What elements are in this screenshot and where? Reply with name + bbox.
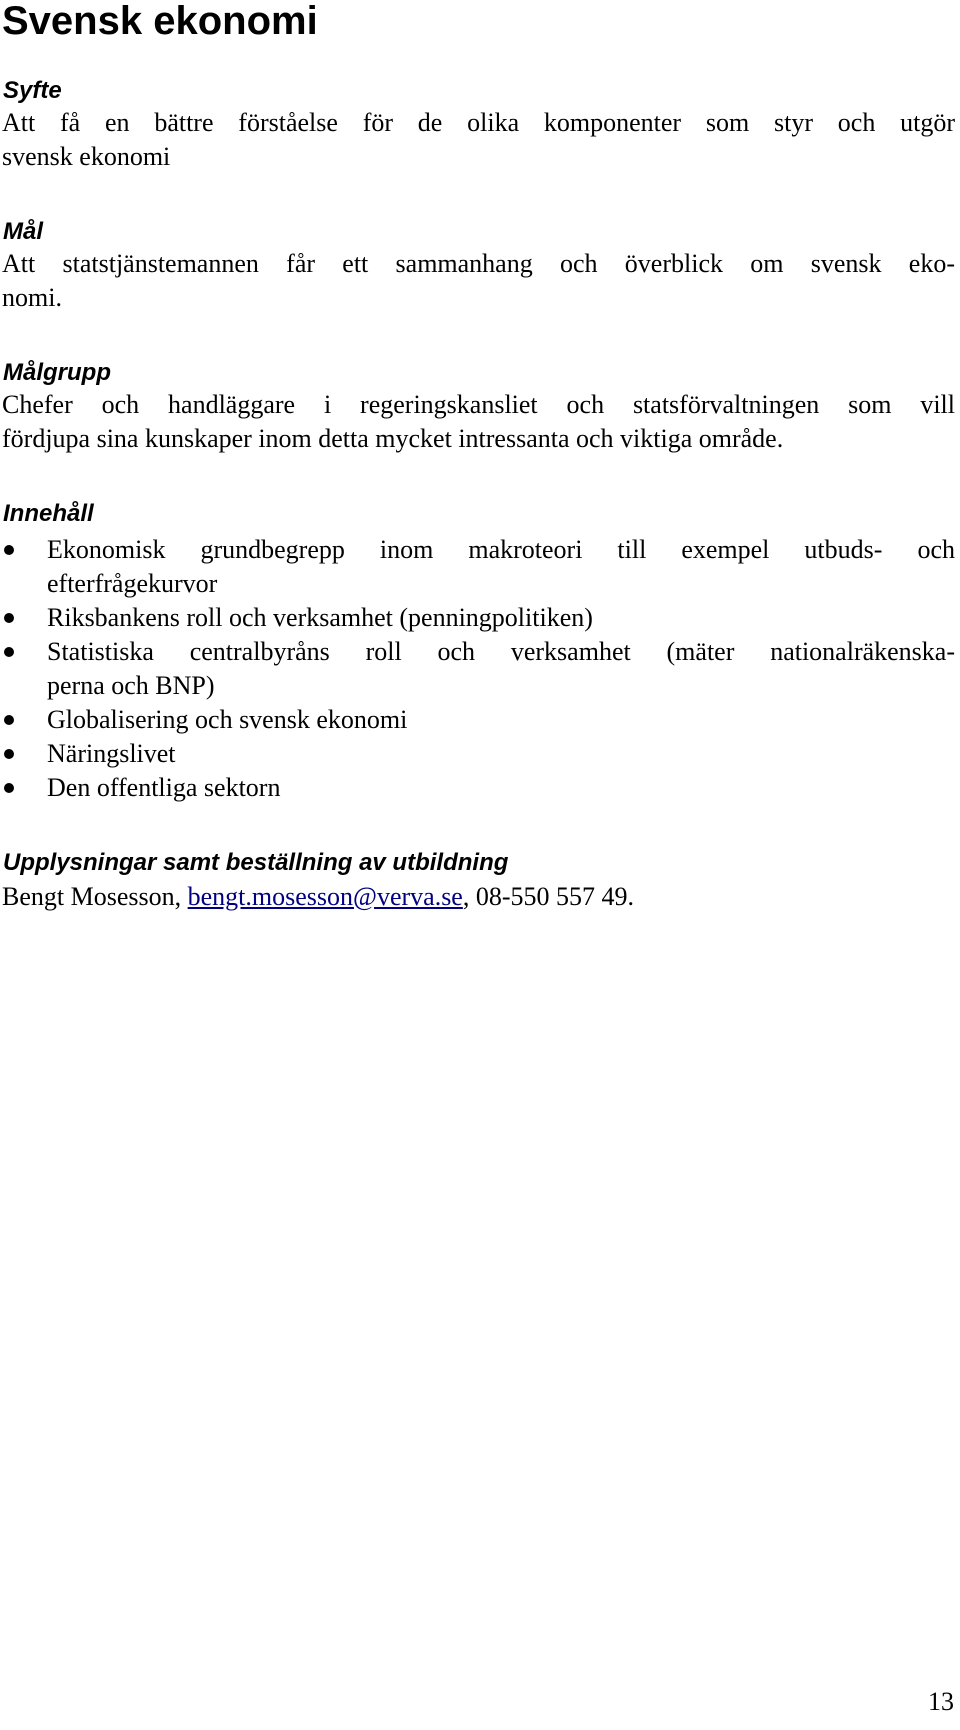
mal-text-line-1: Att statstjänstemannen får ett sammanhang och överblick om svensk eko- bbox=[2, 249, 955, 278]
malgrupp-text-line-1: Chefer och handläggare i regeringskansliet och statsförvaltningen som vill bbox=[2, 390, 955, 419]
list-item bbox=[0, 737, 960, 771]
section-heading-upplysningar: Upplysningar samt beställning av utbildning bbox=[3, 849, 509, 876]
list-item bbox=[0, 703, 960, 737]
list-item-text: Globalisering och svensk ekonomi bbox=[47, 705, 408, 734]
bullet-icon bbox=[4, 545, 14, 555]
list-item bbox=[0, 771, 960, 805]
page-number: 13 bbox=[928, 1687, 954, 1716]
syfte-text-line-2: svensk ekonomi bbox=[2, 142, 171, 171]
bullet-icon bbox=[4, 613, 14, 623]
page-title: Svensk ekonomi bbox=[2, 0, 318, 43]
list-item-text: Riksbankens roll och verksamhet (penningpolitiken) bbox=[47, 603, 593, 632]
syfte-text-line-1: Att få en bättre förståelse för de olika komponenter som styr och utgör bbox=[2, 108, 955, 137]
contact-line bbox=[2, 880, 634, 914]
list-item-text: Näringslivet bbox=[47, 739, 176, 768]
list-item bbox=[0, 533, 960, 567]
list-item-text-continued: perna och BNP) bbox=[47, 671, 215, 700]
bullet-icon bbox=[4, 715, 14, 725]
list-item bbox=[0, 601, 960, 635]
section-heading-innehall: Innehåll bbox=[3, 500, 94, 527]
section-heading-syfte: Syfte bbox=[3, 77, 62, 104]
list-item-text: Den offentliga sektorn bbox=[47, 773, 281, 802]
list-item-text: Statistiska centralbyråns roll och verksamhet (mäter nationalräkenska- bbox=[47, 637, 955, 666]
list-item-text: Ekonomisk grundbegrepp inom makroteori till exempel utbuds- och bbox=[47, 535, 955, 564]
bullet-icon bbox=[4, 647, 14, 657]
contact-name: Bengt Mosesson, bbox=[2, 882, 188, 911]
malgrupp-text-line-2: fördjupa sina kunskaper inom detta mycket intressanta och viktiga område. bbox=[2, 424, 784, 453]
list-item bbox=[0, 635, 960, 669]
bullet-icon bbox=[4, 783, 14, 793]
contact-email-link[interactable]: bengt.mosesson@verva.se bbox=[187, 882, 463, 911]
list-item-text-continued: efterfrågekurvor bbox=[47, 569, 218, 598]
mal-text-line-2: nomi. bbox=[2, 283, 62, 312]
bullet-icon bbox=[4, 749, 14, 759]
section-heading-mal: Mål bbox=[3, 218, 44, 245]
contact-phone: , 08-550 557 49. bbox=[462, 882, 635, 911]
section-heading-malgrupp: Målgrupp bbox=[3, 359, 111, 386]
